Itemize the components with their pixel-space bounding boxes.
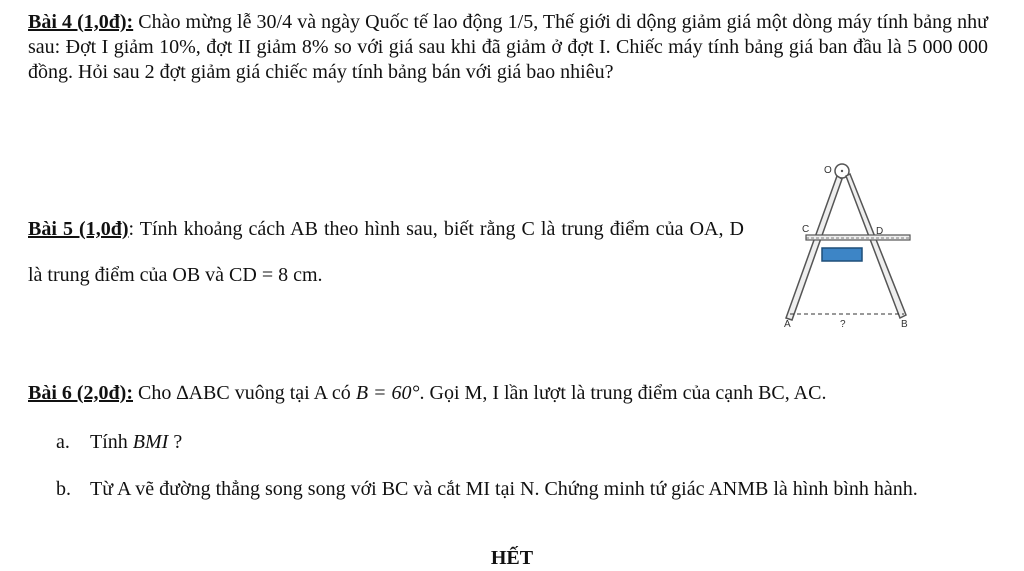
- item-b-pre: Từ A vẽ đường thẳng song song với BC và cắt MI tại N. Chứng minh tứ giác ANMB là hình bình hành.: [90, 478, 918, 500]
- angle-expression: B = 60°: [355, 382, 420, 404]
- top-circle-dot: [841, 170, 843, 172]
- label-d: D: [876, 226, 884, 237]
- problem-6: [28, 381, 1008, 406]
- right-leg: [846, 174, 906, 318]
- problem-6-text-pre: Cho ∆ABC vuông tại A có: [133, 382, 356, 404]
- label-c: C: [802, 224, 810, 235]
- problem-4-text: Chào mừng lễ 30/4 và ngày Quốc tế lao động 1/5, Thế giới di dộng giảm giá một dòng máy tính bảng như sau: Đợt I giảm 10%, đợt II giảm 8% so với giá sau khi đã giảm ở đợt I. Chiếc máy tính bảng giá ban đầu là 5 000 000 đồng. Hỏi sau 2 đợt giảm giá chiếc máy tính bảng bán với giá bao nhiêu?: [28, 11, 988, 83]
- item-text: [90, 430, 990, 455]
- item-marker: a.: [56, 431, 70, 453]
- item-marker: b.: [56, 478, 71, 500]
- item-a-math: BMI: [132, 431, 169, 453]
- blue-box: [822, 248, 862, 261]
- problem-5: [28, 206, 744, 298]
- item-text: [90, 477, 990, 502]
- problem-5-text: : Tính khoảng cách AB theo hình sau, biết rằng C là trung điểm của OA, D là trung điểm của OB và CD = 8 cm.: [28, 218, 744, 286]
- label-a: A: [784, 319, 791, 330]
- label-unknown: ?: [840, 319, 846, 330]
- problem-6-title: Bài 6 (2,0đ):: [28, 382, 133, 404]
- crossbar-cd: [806, 235, 910, 240]
- item-a-pre: Tính: [90, 431, 133, 453]
- label-b: B: [901, 319, 908, 330]
- problem-6-text-post: . Gọi M, I lần lượt là trung điểm của cạnh BC, AC.: [419, 382, 827, 404]
- distance-figure: [770, 160, 930, 340]
- label-o: O: [824, 165, 832, 176]
- problem-4-title: Bài 4 (1,0đ):: [28, 11, 134, 33]
- problem-5-title: Bài 5 (1,0đ): [28, 218, 129, 240]
- item-a-post: ?: [168, 431, 183, 453]
- problem-4: [28, 10, 988, 85]
- end-marker: HẾT: [490, 547, 534, 569]
